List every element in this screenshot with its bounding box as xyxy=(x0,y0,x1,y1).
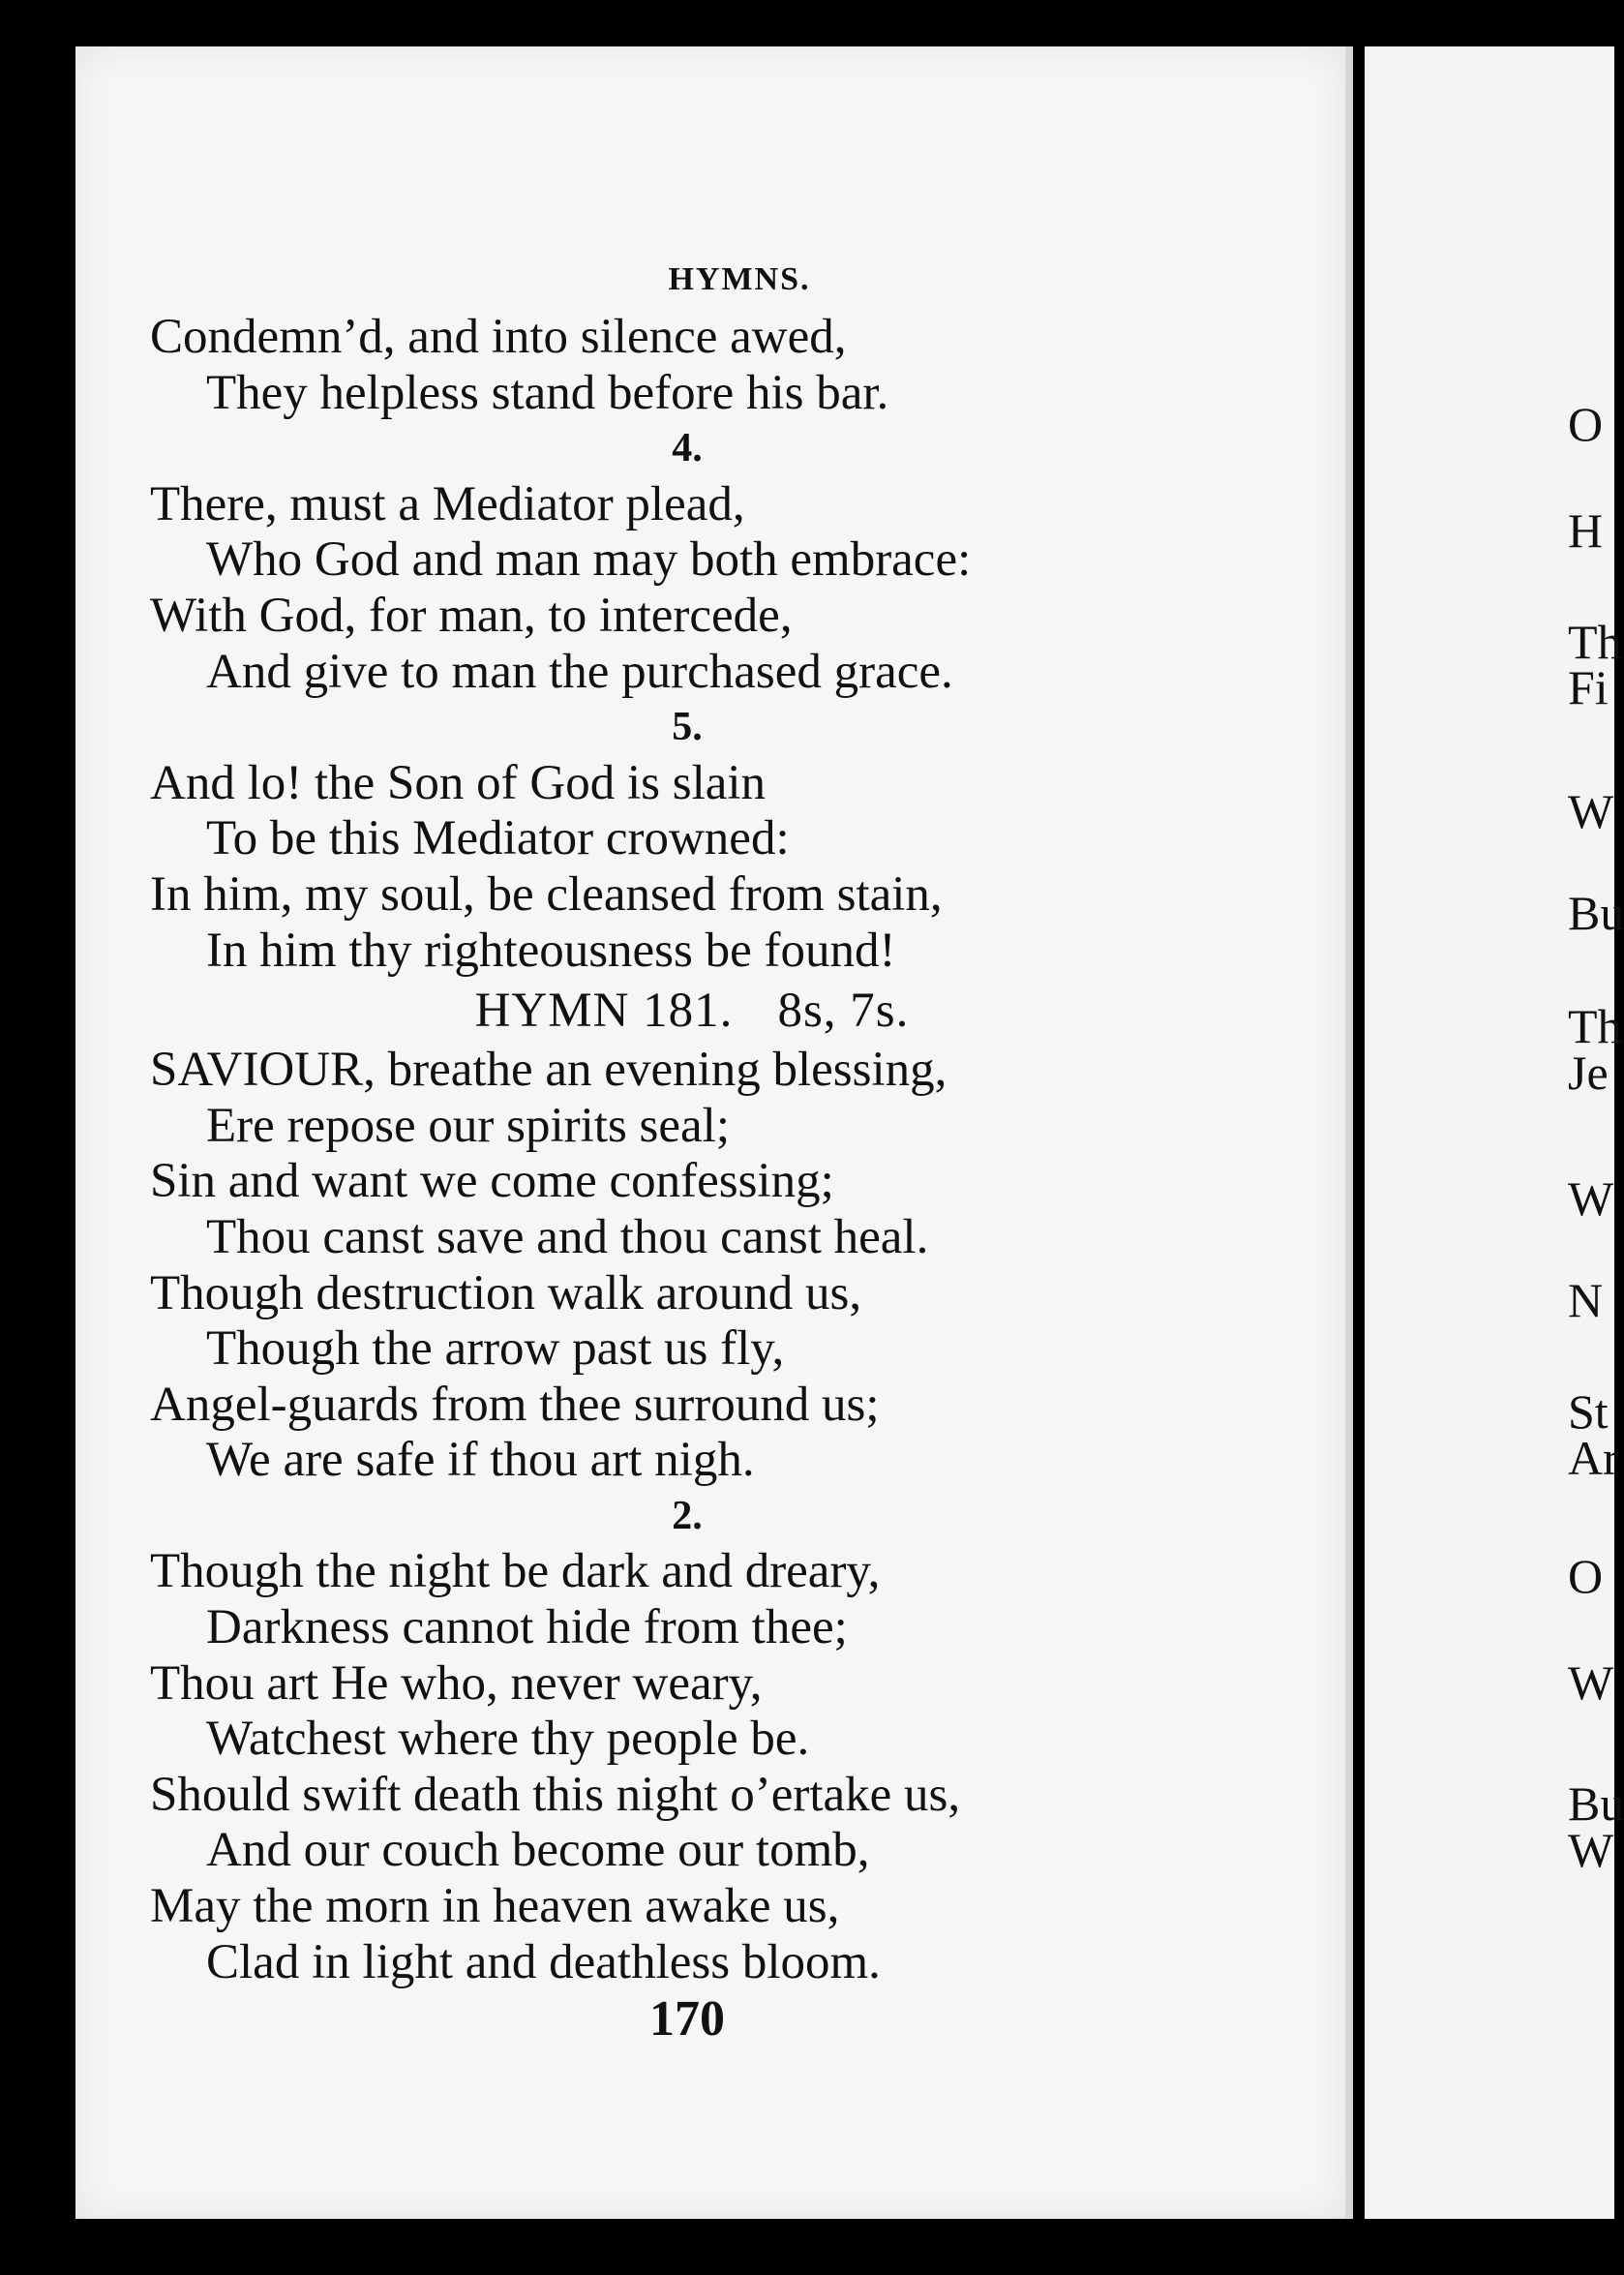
verse-line: Darkness cannot hide from thee; xyxy=(206,1600,848,1655)
right-page-fragment: W xyxy=(1568,1171,1614,1226)
right-page-fragment: N xyxy=(1568,1273,1604,1327)
right-page-fragment: O xyxy=(1568,397,1604,451)
hymn-text xyxy=(150,310,1253,2048)
verse-line: There, must a Mediator plead, xyxy=(150,476,745,531)
verse-line: Condemn’d, and into silence awed, xyxy=(150,310,847,364)
verse-line: We are safe if thou art nigh. xyxy=(206,1433,755,1488)
verse-line: In him, my soul, be cleansed from stain, xyxy=(150,866,943,922)
right-page-fragment: O xyxy=(1568,1549,1604,1603)
verse-line: Though the night be dark and dreary, xyxy=(150,1544,881,1599)
right-page-fragment: Je xyxy=(1568,1046,1609,1100)
stanza-number: 5. xyxy=(672,705,703,750)
right-page-fragment: Ar xyxy=(1568,1431,1619,1485)
verse-line: Who God and man may both embrace: xyxy=(206,532,972,588)
verse-line: Thou art He who, never weary, xyxy=(150,1655,763,1711)
right-page-fragment: Th xyxy=(1568,615,1622,669)
verse-line: Angel-guards from thee surround us; xyxy=(150,1377,880,1432)
verse-line: Though destruction walk around us, xyxy=(150,1265,862,1320)
right-page-fragment: Bu xyxy=(1568,886,1624,940)
right-page xyxy=(1365,46,1614,2219)
verse-line: And our couch become our tomb, xyxy=(206,1823,870,1878)
verse-line: In him thy righteousness be found! xyxy=(206,923,896,978)
page-number: 170 xyxy=(649,1991,725,2048)
hymn-number: HYMN 181. xyxy=(474,984,734,1039)
verse-line: And give to man the purchased grace. xyxy=(206,644,953,699)
verse-line: Should swift death this night o’ertake us, xyxy=(150,1767,961,1822)
verse-line: Clad in light and deathless bloom. xyxy=(206,1934,881,1989)
hymn-title xyxy=(150,979,1253,1043)
verse-line: Sin and want we come confessing; xyxy=(150,1154,834,1209)
verse-line: Though the arrow past us fly, xyxy=(206,1321,785,1377)
verse-line: May the morn in heaven awake us, xyxy=(150,1879,840,1934)
verse-line: And lo! the Son of God is slain xyxy=(150,755,767,810)
stanza-number: 4. xyxy=(672,426,703,471)
verse-line: Ere repose our spirits seal; xyxy=(206,1098,731,1153)
stanza-number: 2. xyxy=(672,1493,703,1538)
verse-line: Watchest where thy people be. xyxy=(206,1712,810,1767)
verse-line: With God, for man, to intercede, xyxy=(150,588,793,643)
verse-line: Thou canst save and thou canst heal. xyxy=(206,1209,929,1264)
right-page-fragment: Fi xyxy=(1568,660,1609,714)
right-page-fragment: H xyxy=(1568,503,1604,558)
right-page-fragment: Th xyxy=(1568,999,1622,1053)
verse-line: They helpless stand before his bar. xyxy=(206,365,889,420)
right-page-fragment: W xyxy=(1568,784,1614,838)
right-page-fragment: St xyxy=(1568,1384,1609,1439)
right-page-fragment: W xyxy=(1568,1823,1614,1877)
verse-line: To be this Mediator crowned: xyxy=(206,811,790,866)
right-page-fragment: W xyxy=(1568,1655,1614,1710)
running-header: HYMNS. xyxy=(668,261,811,297)
right-page-fragment: Bu xyxy=(1568,1776,1624,1831)
verse-line: SAVIOUR, breathe an evening blessing, xyxy=(150,1043,947,1098)
hymn-meter: 8s, 7s. xyxy=(777,984,910,1039)
